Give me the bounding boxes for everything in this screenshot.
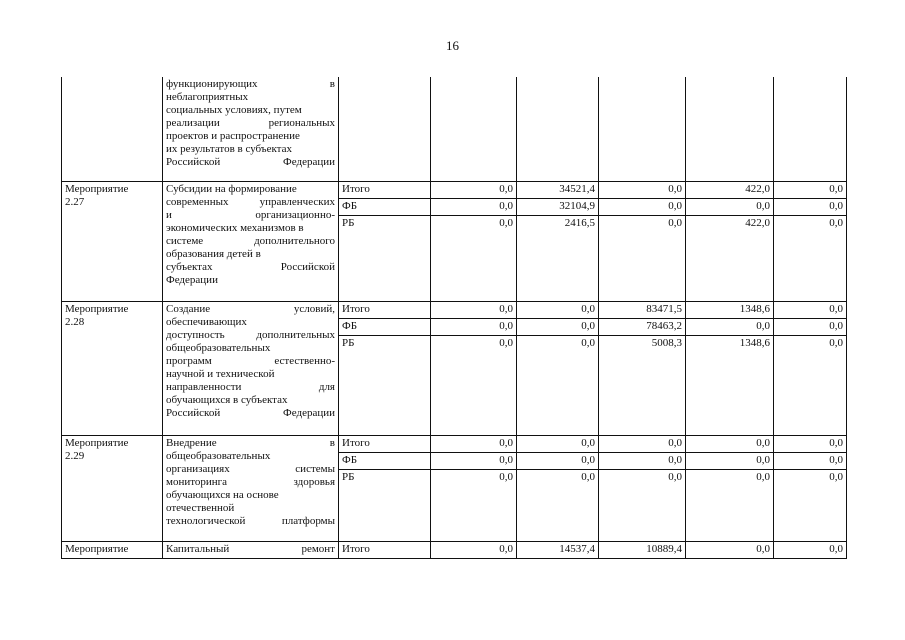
description-word: мониторинга [166,475,228,488]
description-word: реализации [166,117,220,129]
table-row [62,181,847,198]
description-line: Федерации [166,273,218,286]
amount-cell: 0,0 [599,215,686,301]
event-description [163,77,339,181]
description-word: дополнительного [254,234,335,247]
description-word: программ [166,354,212,367]
description-word: Внедрение [166,436,217,449]
funding-source: Итого [339,541,431,558]
amount-cell: 0,0 [431,541,517,558]
amount-cell: 1348,6 [686,335,774,435]
description-line: неблагоприятных [166,91,249,103]
amount-cell: 0,0 [431,452,517,469]
description-word: и [166,208,172,221]
amount-cell: 34521,4 [517,181,599,198]
amount-cell: 0,0 [431,335,517,435]
description-line: их результатов в субъектах [166,143,292,155]
empty-cell [339,77,431,181]
description-line: Субсидии на формирование [166,182,297,195]
description-line: обеспечивающих [166,315,247,328]
page-number: 16 [446,38,459,53]
description-word: системе [166,234,204,247]
amount-cell: 0,0 [686,452,774,469]
description-line [166,303,335,316]
description-line: научной и технической [166,367,275,380]
amount-cell: 0,0 [686,435,774,452]
amount-cell: 0,0 [431,469,517,541]
description-word: Капитальный [166,542,230,555]
amount-cell: 83471,5 [599,301,686,318]
description-word: в [329,436,335,449]
amount-cell: 5008,3 [599,335,686,435]
description-word: Федерации [283,406,335,419]
amount-cell: 0,0 [686,198,774,215]
event-label: Мероприятие [65,302,129,315]
funding-source: Итого [339,181,431,198]
description-line [166,261,335,274]
amount-cell: 0,0 [599,198,686,215]
event-number: 2.28 [65,315,85,328]
amount-cell: 0,0 [774,301,847,318]
description-word: Федерации [283,156,335,168]
funding-source: ФБ [339,452,431,469]
amount-cell: 0,0 [431,198,517,215]
description-word: Российской [166,156,221,168]
empty-cell [517,77,599,181]
amount-cell: 0,0 [431,301,517,318]
description-word: в [329,78,335,90]
description-line [166,235,335,248]
amount-cell: 0,0 [431,215,517,301]
description-word: управленческих [259,195,335,208]
description-word: Создание [166,302,211,315]
funding-source: РБ [339,469,431,541]
amount-cell: 0,0 [774,435,847,452]
description-word: современных [166,195,229,208]
budget-table [61,77,847,559]
amount-cell: 0,0 [599,435,686,452]
funding-source: Итого [339,301,431,318]
amount-cell: 422,0 [686,181,774,198]
description-word: Российской [280,260,335,273]
description-word: ремонт [301,542,335,555]
amount-cell: 78463,2 [599,318,686,335]
description-word: платформы [281,514,335,527]
description-line [166,196,335,209]
description-word: организациях [166,462,230,475]
funding-source: ФБ [339,198,431,215]
description-line [166,329,335,342]
description-line: обучающихся в субъектах [166,393,288,406]
amount-cell: 0,0 [774,181,847,198]
description-word: здоровья [293,475,335,488]
description-line [166,381,335,394]
description-word: для [318,380,335,393]
description-word: дополнительных [256,328,335,341]
amount-cell: 32104,9 [517,198,599,215]
description-word: технологической [166,514,246,527]
description-line [166,476,335,489]
empty-cell [686,77,774,181]
amount-cell: 0,0 [517,335,599,435]
amount-cell: 0,0 [517,318,599,335]
empty-cell [431,77,517,181]
amount-cell: 10889,4 [599,541,686,558]
description-line [166,543,335,556]
amount-cell: 0,0 [774,541,847,558]
description-line [166,209,335,222]
description-line: образования детей в [166,247,261,260]
description-line [166,156,335,169]
description-word: системы [295,462,335,475]
event-label: Мероприятие [65,436,129,449]
event-label-cell [62,77,163,181]
amount-cell: 0,0 [599,469,686,541]
event-label: Мероприятие [65,182,129,195]
description-line: социальных условиях, путем [166,104,302,116]
description-word: организационно- [255,208,335,221]
table-row [62,541,847,558]
event-number: 2.27 [65,195,85,208]
amount-cell: 14537,4 [517,541,599,558]
amount-cell: 0,0 [517,301,599,318]
empty-cell [774,77,847,181]
amount-cell: 0,0 [774,198,847,215]
amount-cell: 0,0 [599,452,686,469]
description-line [166,463,335,476]
event-description [163,181,339,301]
description-line: отечественной [166,501,235,514]
amount-cell: 0,0 [431,181,517,198]
table-row [62,301,847,318]
description-word: естественно- [274,354,335,367]
amount-cell: 0,0 [517,452,599,469]
funding-source: РБ [339,215,431,301]
amount-cell: 0,0 [686,469,774,541]
description-word: региональных [268,117,335,129]
event-label-cell [62,435,163,541]
amount-cell: 0,0 [431,318,517,335]
description-line: общеобразовательных [166,449,271,462]
description-line [166,437,335,450]
description-word: функционирующих [166,78,258,90]
amount-cell: 1348,6 [686,301,774,318]
description-word: направленности [166,380,242,393]
amount-cell: 0,0 [774,452,847,469]
description-line: экономических механизмов в [166,221,304,234]
amount-cell: 0,0 [599,181,686,198]
description-line: обучающихся на основе [166,488,279,501]
description-line [166,515,335,528]
amount-cell: 0,0 [517,435,599,452]
event-description [163,541,339,558]
amount-cell: 0,0 [774,215,847,301]
event-label-cell [62,181,163,301]
event-label: Мероприятие [65,542,129,555]
description-word: доступность [166,328,225,341]
amount-cell: 0,0 [686,318,774,335]
description-line [166,78,335,91]
description-word: субъектах [166,260,213,273]
event-number: 2.29 [65,449,85,462]
amount-cell: 0,0 [431,435,517,452]
description-word: условий, [293,302,335,315]
amount-cell: 0,0 [517,469,599,541]
table-row [62,435,847,452]
funding-source: ФБ [339,318,431,335]
amount-cell: 0,0 [774,469,847,541]
amount-cell: 2416,5 [517,215,599,301]
amount-cell: 0,0 [686,541,774,558]
description-line: общеобразовательных [166,341,271,354]
description-line [166,117,335,130]
description-word: Российской [166,406,221,419]
description-line [166,355,335,368]
empty-cell [599,77,686,181]
event-description [163,301,339,435]
description-line [166,407,335,420]
funding-source: Итого [339,435,431,452]
amount-cell: 422,0 [686,215,774,301]
continuation-row [62,77,847,181]
amount-cell: 0,0 [774,318,847,335]
funding-source: РБ [339,335,431,435]
event-label-cell [62,541,163,558]
event-label-cell [62,301,163,435]
description-line: проектов и распространение [166,130,300,142]
event-description [163,435,339,541]
amount-cell: 0,0 [774,335,847,435]
